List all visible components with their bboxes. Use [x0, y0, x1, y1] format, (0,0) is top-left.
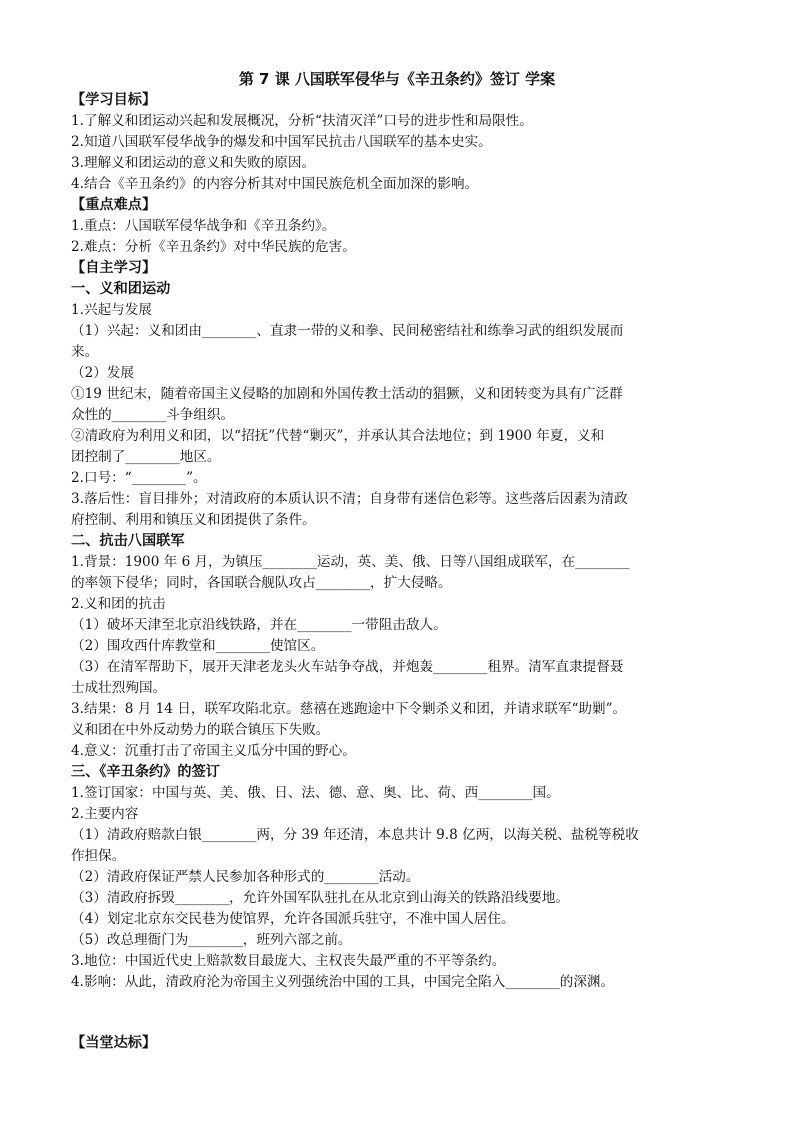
part3-list [71, 783, 723, 993]
text-line: 众性的________斗争组织。 [71, 407, 235, 423]
text-line: 3.理解义和团运动的意义和失败的原因。 [71, 155, 316, 171]
text-line: （3）在清军帮助下，展开天津老龙头火车站争夺战，并炮轰________租界。清军直隶提督聂 [71, 659, 624, 675]
spacer [71, 993, 723, 1033]
text-line: 1.签订国家：中国与英、美、俄、日、法、德、意、奥、比、荷、西________国。 [71, 785, 560, 801]
text-line: 的率领下侵华；同时，各国联合舰队攻占________，扩大侵略。 [71, 575, 452, 591]
text-line: ①19 世纪末，随着帝国主义侵略的加剧和外国传教士活动的猖獗，义和团转变为具有广泛群 [71, 386, 623, 402]
text-line: 2.口号：“________”。 [71, 470, 207, 486]
part2-heading: 二、抗击八国联军 [71, 533, 185, 549]
text-line: 1.重点：八国联军侵华战争和《辛丑条约》。 [71, 218, 336, 234]
text-line: 2.知道八国联军侵华战争的爆发和中国军民抗击八国联军的基本史实。 [71, 134, 492, 150]
text-line: （1）破坏天津至北京沿线铁路，并在________一带阻击敌人。 [71, 617, 447, 633]
section-in-class-check: 【当堂达标】 [71, 1035, 157, 1051]
text-line: 1.兴起与发展 [71, 302, 152, 318]
text-line: （2）清政府保证严禁人民参加各种形式的________活动。 [71, 869, 420, 885]
text-line: 1.了解义和团运动兴起和发展概况，分析“扶清灭洋”口号的进步性和局限性。 [71, 113, 533, 129]
text-line: 义和团在中外反动势力的联合镇压下失败。 [71, 722, 330, 738]
part1-heading: 一、义和团运动 [71, 281, 171, 297]
section-key-points: 【重点难点】 [71, 197, 157, 213]
text-line: 2.义和团的抗击 [71, 596, 166, 612]
part3-heading: 三、《辛丑条约》的签订 [71, 764, 220, 780]
text-line: 4.意义：沉重打击了帝国主义瓜分中国的野心。 [71, 743, 356, 759]
text-line: （2）发展 [71, 365, 135, 381]
text-line: （4）划定北京东交民巷为使馆界，允许各国派兵驻守，不准中国人居住。 [71, 911, 515, 927]
worksheet-page [71, 68, 723, 1054]
text-line: （3）清政府拆毁________，允许外国军队驻扎在从北京到山海关的铁路沿线要地。 [71, 890, 570, 906]
key-points-list [71, 216, 723, 258]
text-line: 2.主要内容 [71, 806, 139, 822]
section-self-study: 【自主学习】 [71, 260, 157, 276]
text-line: （2）围攻西什库教堂和________使馆区。 [71, 638, 325, 654]
text-line: 士成壮烈殉国。 [71, 680, 167, 696]
text-line: 来。 [71, 344, 99, 360]
text-line: （5）改总理衙门为________，班列六部之前。 [71, 932, 352, 948]
section-learning-goals: 【学习目标】 [71, 92, 157, 108]
text-line: （1）清政府赔款白银________两，分 39 年还清，本息共计 9.8 亿两，以海关税、盐税等税收 [71, 827, 639, 843]
part1-list [71, 300, 723, 531]
text-line: 2.难点：分析《辛丑条约》对中华民族的危害。 [71, 239, 356, 255]
text-line: 4.影响：从此，清政府沦为帝国主义列强统治中国的工具，中国完全陷入________的深渊。 [71, 974, 615, 990]
text-line: 3.地位：中国近代史上赔款数目最庞大、主权丧失最严重的不平等条约。 [71, 953, 506, 969]
text-line: 3.结果：8 月 14 日，联军攻陷北京。慈禧在逃跑途中下令剿杀义和团，并请求联军“助剿”。 [71, 701, 627, 717]
page-title: 第 7 课 八国联军侵华与《辛丑条约》签订 学案 [238, 70, 556, 88]
goals-list [71, 111, 723, 195]
text-line: （1）兴起：义和团由________、直隶一带的义和拳、民间秘密结社和练拳习武的组织发展而 [71, 323, 624, 339]
text-line: 3.落后性：盲目排外；对清政府的本质认识不清；自身带有迷信色彩等。这些落后因素为清政 [71, 491, 628, 507]
text-line: 4.结合《辛丑条约》的内容分析其对中国民族危机全面加深的影响。 [71, 176, 479, 192]
text-line: 府控制、利用和镇压义和团提供了条件。 [71, 512, 316, 528]
text-line: ②清政府为利用义和团，以“招抚”代替“剿灭”，并承认其合法地位；到 1900 年夏，义和 [71, 428, 605, 444]
text-line: 团控制了________地区。 [71, 449, 221, 465]
part2-list [71, 552, 723, 762]
text-line: 1.背景：1900 年 6 月，为镇压________运动，英、美、俄、日等八国组成联军，在________ [71, 554, 630, 570]
text-line: 作担保。 [71, 848, 126, 864]
